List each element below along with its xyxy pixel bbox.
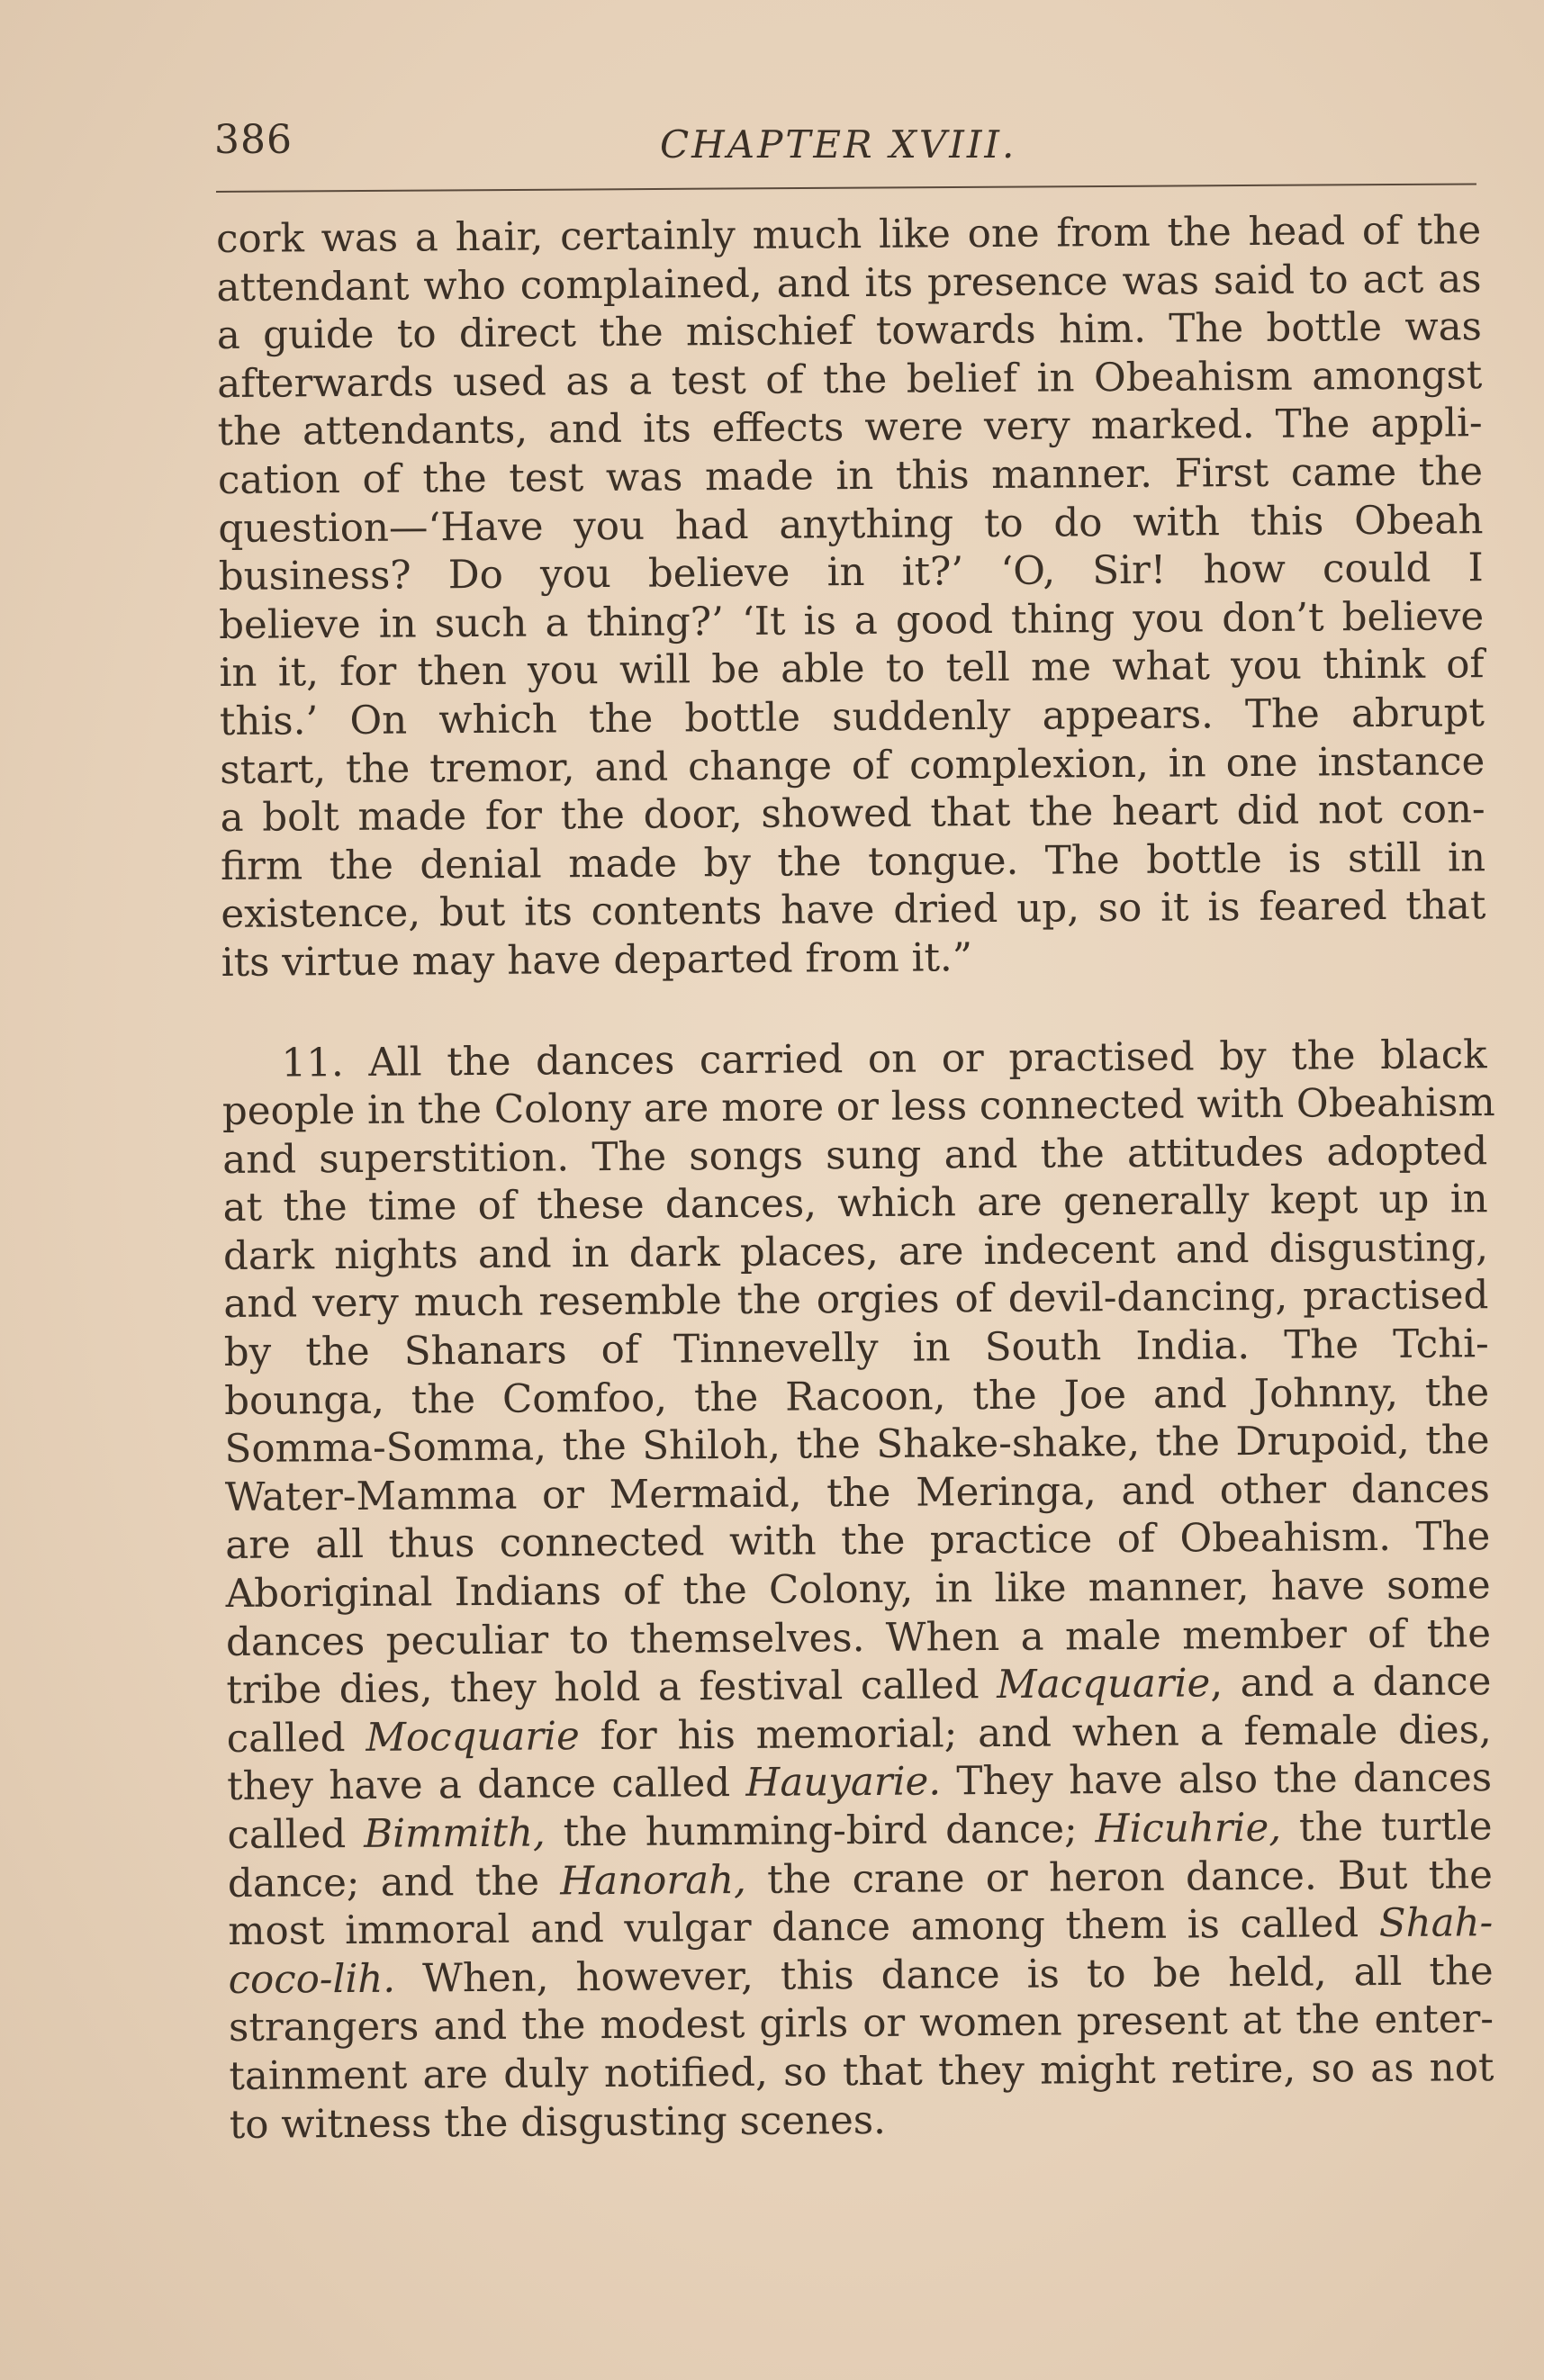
text-line: bounga, the Comfoo, the Racoon, the Joe and Johnny, the [224, 1369, 1490, 1424]
text-line: 11. All the dances carried on or practised by the black [281, 1032, 1487, 1086]
text-segment: tribe dies, they hold a festival called [226, 1663, 998, 1714]
text-segment: They have also the dances [940, 1755, 1493, 1805]
paragraph-1 [216, 207, 1486, 987]
text-line [227, 1755, 1492, 1812]
italic-term: Hauyarie. [745, 1759, 942, 1807]
text-line [226, 1658, 1491, 1715]
text-line: Somma-Somma, the Shiloh, the Shake-shake, the Drupoid, the [224, 1418, 1490, 1473]
text-line: believe in such a thing?’ ‘It is a good thing you don’t believe [219, 593, 1485, 648]
italic-term: Bimmith, [363, 1810, 546, 1857]
italic-term: coco-lih. [228, 1956, 396, 2003]
text-line [229, 1948, 1494, 2005]
text-line [228, 1852, 1493, 1908]
text-line [227, 1803, 1492, 1860]
page-header [214, 117, 1475, 171]
text-line: its virtue may have departed from it.” [221, 935, 973, 986]
text-line: at the time of these dances, which are generally kept up in [222, 1176, 1488, 1231]
text-line: afterwards used as a test of the belief in Obeahism amongst [217, 352, 1483, 407]
text-line: business? Do you believe in it?’ ‘O, Sir! how could I [218, 545, 1484, 600]
text-line: people in the Colony are more or less connected with Obeahism [221, 1080, 1495, 1135]
text-segment: the turtle [1280, 1804, 1493, 1851]
text-line: existence, but its contents have dried up, so it is feared that [221, 883, 1486, 938]
text-line [228, 1899, 1493, 1956]
text-segment: , and a dance [1210, 1659, 1492, 1707]
text-segment: they have a dance called [227, 1761, 746, 1810]
text-line: cation of the test was made in this manner. First came the [217, 449, 1484, 503]
text-line: are all thus connected with the practice of Obeahism. The [225, 1514, 1491, 1569]
text-line: a guide to direct the mischief towards him. The bottle was [216, 304, 1483, 359]
text-segment: the crane or heron dance. But the [745, 1852, 1494, 1903]
italic-term: Hicuhrie, [1095, 1805, 1282, 1853]
body-text [216, 207, 1494, 2150]
text-segment: When, however, this dance is to be held, all the [394, 1948, 1494, 2002]
text-line: and very much resemble the orgies of devil-dancing, practised [223, 1273, 1489, 1328]
text-line: a bolt made for the door, showed that the heart did not con- [220, 787, 1485, 842]
text-line: dances peculiar to themselves. When a male member of the [225, 1610, 1492, 1665]
italic-term: Hanorah, [560, 1857, 747, 1904]
text-line: strangers and the modest girls or women present at the enter- [228, 1997, 1494, 2051]
text-line: question—‘Have you had anything to do with this Obeah [218, 497, 1484, 552]
text-line: Aboriginal Indians of the Colony, in like manner, have some [225, 1563, 1491, 1617]
italic-term: Mocquarie [366, 1714, 580, 1761]
page-number: 386 [214, 117, 293, 163]
italic-term: Shah- [1378, 1900, 1494, 1947]
text-line: to witness the disgusting scenes. [229, 2097, 887, 2148]
text-line: firm the denial made by the tongue. The bottle is still in [220, 834, 1486, 889]
text-line: attendant who complained, and its presence was said to act as [216, 256, 1482, 311]
text-line: the attendants, and its effects were very marked. The appli- [217, 401, 1483, 455]
italic-term: Macquarie [997, 1661, 1211, 1708]
text-line: by the Shanars of Tinnevelly in South India. The Tchi- [223, 1321, 1489, 1376]
text-line: start, the tremor, and change of complexion, in one instance [220, 738, 1485, 793]
text-line [227, 1707, 1492, 1763]
paragraph-gap [221, 979, 1486, 1041]
text-line: Water-Mamma or Mermaid, the Meringa, and other dances [224, 1466, 1491, 1520]
running-head: CHAPTER XVIII. [660, 122, 1017, 167]
paragraph-2 [221, 1032, 1494, 2150]
text-segment: dance; and the [227, 1858, 561, 1907]
text-line: and superstition. The songs sung and the attitudes adopted [222, 1128, 1488, 1183]
text-line: cork was a hair, certainly much like one from the head of the [216, 208, 1482, 262]
text-segment: for his memorial; and when a female dies, [579, 1707, 1492, 1760]
text-segment: called [227, 1811, 365, 1858]
text-line: this.’ On which the bottle suddenly appears. The abrupt [219, 690, 1485, 744]
text-line: dark nights and in dark places, are indecent and disgusting, [222, 1225, 1489, 1279]
text-segment: the humming-bird dance; [545, 1807, 1096, 1856]
text-segment: called [226, 1715, 366, 1762]
text-line: in it, for then you will be able to tell me what you think of [219, 642, 1485, 697]
text-segment: most immoral and vulgar dance among them is called [228, 1901, 1379, 1955]
text-line: tainment are duly notified, so that they might retire, so as not [229, 2045, 1494, 2099]
header-rule [216, 183, 1476, 193]
